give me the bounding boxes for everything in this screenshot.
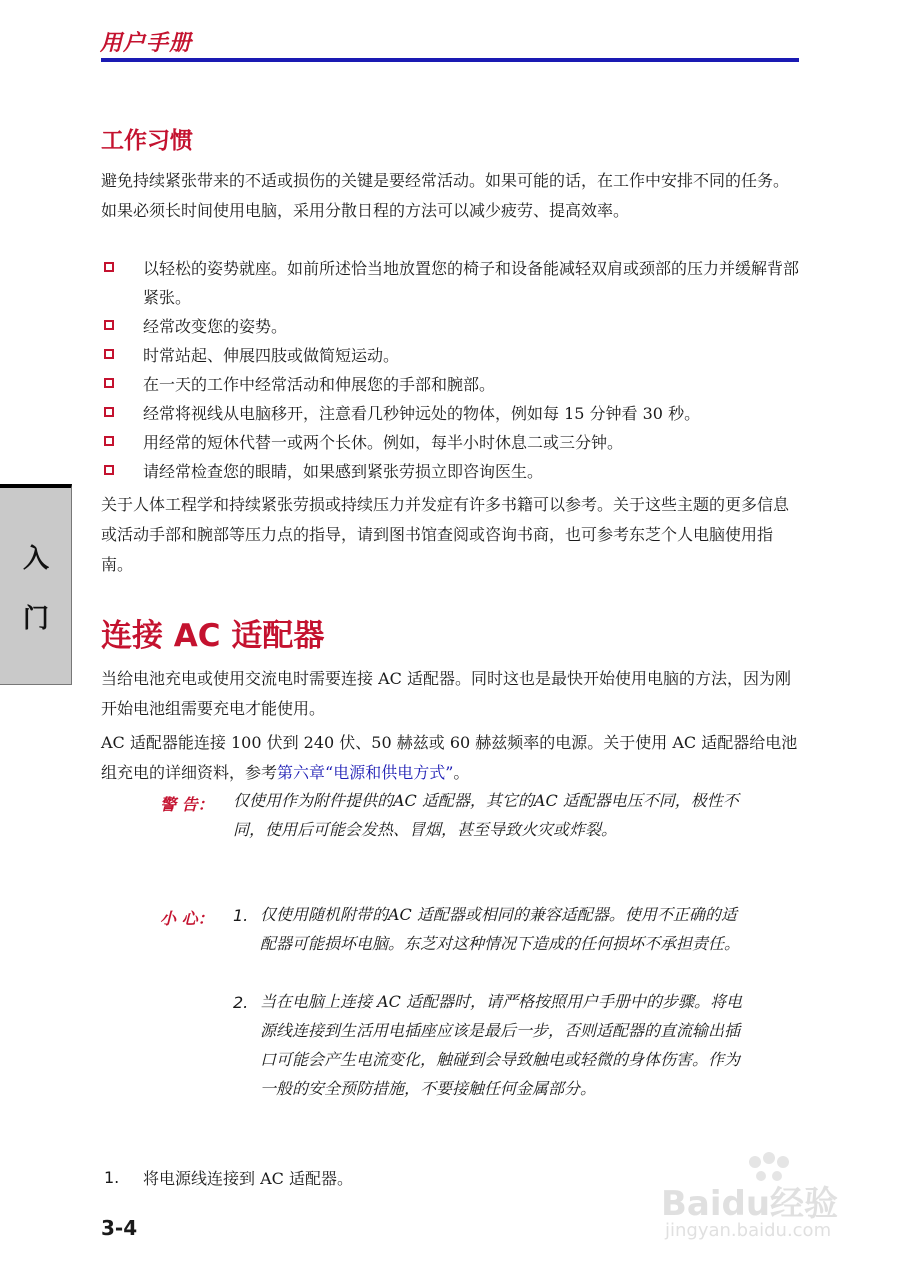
list-item: 经常改变您的姿势。 (101, 312, 801, 341)
side-tab-char: 门 (22, 604, 49, 634)
watermark-brand: Baidu经验 (661, 1184, 839, 1224)
baidu-watermark (657, 1150, 847, 1250)
checkbox-square-icon (104, 465, 114, 475)
section2-p1: 当给电池充电或使用交流电时需要连接 AC 适配器。同时这也是最快开始使用电脑的方法，因为刚开始电池组需要充电才能使用。 (101, 669, 791, 718)
header-rule (101, 58, 799, 62)
checkbox-square-icon (104, 407, 114, 417)
chapter-side-tab (0, 484, 72, 685)
warning-label: 警 告： (160, 795, 214, 814)
step-text: 将电源线连接到 AC 适配器。 (143, 1169, 353, 1188)
caution-number: 2. (233, 993, 249, 1012)
list-item: 时常站起、伸展四肢或做简短运动。 (101, 341, 801, 370)
list-item: 在一天的工作中经常活动和伸展您的手部和腕部。 (101, 370, 801, 399)
checkbox-square-icon (104, 349, 114, 359)
section2-p2: AC 适配器能连接 100 伏到 240 伏、50 赫兹或 60 赫兹频率的电源。关于使用 AC 适配器给电池组充电的详细资料，参考第六章“电源和供电方式”。 (101, 733, 798, 782)
section1-intro: 避免持续紧张带来的不适或损伤的关键是要经常活动。如果可能的话，在工作中安排不同的任务。如果必须长时间使用电脑，采用分散日程的方法可以减少疲劳、提高效率。 (101, 171, 790, 220)
bullet-list (101, 254, 801, 486)
watermark-url: jingyan.baidu.com (665, 1220, 832, 1241)
page-number: 3-4 (101, 1216, 138, 1240)
section1-outro: 关于人体工程学和持续紧张劳损或持续压力并发症有许多书籍可以参考。关于这些主题的更多信息或活动手部和腕部等压力点的指导，请到图书馆查阅或咨询书商，也可参考东芝个人电脑使用指南。 (101, 495, 790, 574)
list-item: 用经常的短休代替一或两个长休。例如，每半小时休息二或三分钟。 (101, 428, 801, 457)
list-item: 以轻松的姿势就座。如前所述恰当地放置您的椅子和设备能减轻双肩或颈部的压力并缓解背部紧张。 (101, 254, 801, 312)
side-tab-char: 入 (22, 544, 49, 574)
checkbox-square-icon (104, 262, 114, 272)
step-number: 1. (104, 1168, 120, 1187)
caution-number: 1. (233, 906, 249, 925)
caution-item-text: 仅使用随机附带的AC 适配器或相同的兼容适配器。使用不正确的适配器可能损坏电脑。东芝对这种情况下造成的任何损坏不承担责任。 (260, 905, 741, 953)
section-title-ac-adapter: 连接 AC 适配器 (101, 618, 325, 654)
section-title-work-habits: 工作习惯 (101, 128, 193, 154)
caution-label: 小 心： (160, 909, 214, 928)
list-item: 经常将视线从电脑移开，注意看几秒钟远处的物体，例如每 15 分钟看 30 秒。 (101, 399, 801, 428)
checkbox-square-icon (104, 436, 114, 446)
warning-text: 仅使用作为附件提供的AC 适配器，其它的AC 适配器电压不同，极性不同，使用后可能会发热、冒烟，甚至导致火灾或炸裂。 (233, 791, 739, 839)
header-title: 用户手册 (100, 31, 193, 56)
checkbox-square-icon (104, 320, 114, 330)
list-item: 请经常检查您的眼睛，如果感到紧张劳损立即咨询医生。 (101, 457, 801, 486)
caution-item-text: 当在电脑上连接 AC 适配器时，请严格按照用户手册中的步骤。将电源线连接到生活用电插座应该是最后一步，否则适配器的直流输出插口可能会产生电流变化，触碰到会导致触电或轻微的身体伤害。作为一般的安全预防措施，不要接触任何金属部分。 (260, 992, 742, 1098)
chapter6-link[interactable]: 第六章“电源和供电方式” (277, 763, 454, 782)
checkbox-square-icon (104, 378, 114, 388)
